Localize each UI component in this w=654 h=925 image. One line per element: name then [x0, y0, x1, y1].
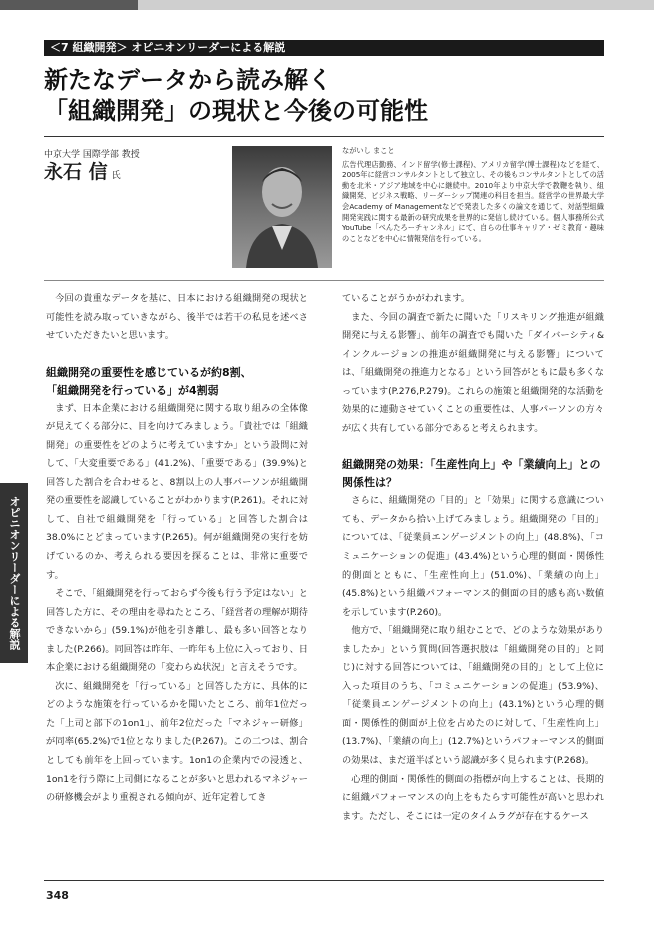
section-heading-2-line-2: 関係性は？	[342, 476, 397, 490]
title-rule	[44, 136, 604, 137]
author-name-kana: ながいし まこと	[342, 146, 395, 155]
author-honorific: 氏	[111, 171, 121, 181]
left-column	[46, 290, 308, 808]
author-profile	[342, 146, 604, 244]
body-paragraph: 次に、組織開発を「行っている」と回答した方に、具体的にどのような施策を行っているかを聞いたところ、前年1位だった「上司と部下の1on1」、前年2位だった「マネジャー研修」が同率(65.2%)で1位となりました(P.267)。この二つは、割合としても前年を上回っています。1on1の企業内での浸透と、1on1を行う際に上司側になることが多いと思われるマネジャーの研修機会がより重視される傾向が、近年定着してき	[46, 680, 308, 804]
section-heading-1-line-2: 「組織開発を行っている」が4割弱	[46, 383, 219, 397]
body-paragraph: さらに、組織開発の「目的」と「効果」に関する意識についても、データから拾い上げてみましょう。組織開発の「目的」については、「従業員エンゲージメントの向上」(48.8%)、「コミュニケーションの促進」(43.4%)という心理的側面・関係性的側面とともに、「生産性向上」(51.0%)、「業績の向上」(45.8%)という組織パフォーマンス的側面の目的感も高い数値を示しています(P.260)。	[342, 495, 604, 618]
author-photo	[232, 146, 332, 268]
author-affiliation: 中京大学 国際学部 教授	[44, 150, 140, 160]
title-line-2: 「組織開発」の現状と今後の可能性	[44, 96, 428, 125]
header-bar-light	[138, 0, 654, 10]
section-banner: ＜7 組織開発＞ オピニオンリーダーによる解説	[44, 40, 604, 56]
footer-rule	[44, 880, 604, 881]
body-paragraph: まず、日本企業における組織開発に関する取り組みの全体像が見えてくる部分に、目を向けてみましょう。「貴社では「組織開発」の重要性をどのように考えていますか」という設問に対して、「大変重要である」(41.2%)、「重要である」(39.9%)と回答した割合を合わせると、8割以上の人事パーソンが組織開発の重要性を認識していることがわかります(P.261)。それに対して、自社で組織開発を「行っている」と回答した割合は38.0%にとどまっています(P.265)。何が組織開発の実行を妨げているのか、考えられる要因を探ることは、非常に重要です。	[46, 402, 308, 581]
body-paragraph: また、今回の調査で新たに聞いた「リスキリング推進が組織開発に与える影響」、前年の調査でも聞いた「ダイバーシティ&インクルージョンの推進が組織開発に与える影響」については、「組織開発の推進力となる」という回答がともに最も多くなっています(P.276,P.279)。これらの施策と組織開発的な活動を効果的に連動させていくことの重要性は、人事パーソンの方々が広く共有している部分であると考えられます。	[342, 311, 604, 434]
body-paragraph-continued: ていることがうかがわれます。	[342, 293, 470, 304]
section-heading-2-line-1: 組織開発の効果：「生産性向上」や「業績向上」との	[342, 458, 601, 472]
body-paragraph: 他方で、「組織開発に取り組むことで、どのような効果がありましたか」という質問(回答選択肢は「組織開発の目的」と同じ)に対する回答については、「組織開発の目的」として上位に入った項目のうち、「コミュニケーションの促進」(53.9%)、「従業員エンゲージメントの向上」(43.1%)という心理的側面・関係性的側面が上位を占めたのに対して、「生産性向上」(13.7%)、「業績の向上」(12.7%)というパフォーマンス的側面の効果は、まだ道半ばという認識が多く見られます(P.268)。	[342, 625, 604, 767]
portrait-illustration	[232, 146, 332, 268]
article-title	[44, 64, 604, 126]
section-heading-2	[342, 456, 604, 492]
title-line-1: 新たなデータから読み解く	[44, 65, 332, 94]
right-column	[342, 290, 604, 826]
side-tab: オピニオンリーダーによる解説	[0, 483, 28, 663]
body-paragraph: 心理的側面・関係性的側面の指標が向上することは、長期的に組織パフォーマンスの向上をもたらす可能性が高いと思われます。ただし、そこには一定のタイムラグが存在するケース	[342, 773, 604, 822]
section-heading-1-line-1: 組織開発の重要性を感じているが約8割、	[46, 365, 252, 379]
author-name: 永石 信	[44, 161, 108, 183]
author-name-block	[44, 160, 121, 188]
section-heading-1	[46, 364, 308, 400]
author-bio: 広告代理店勤務、インド留学(修士課程)、アメリカ留学(博士課程)などを経て、2005年に経営コンサルタントとして独立し、その後もコンサルタントとしての活動を北米・アジア地域を中心に継続中。2010年より中京大学で教鞭を執り、組織開発、ビジネス戦略、リーダーシップ関連の科目を担当。経営学の世界最大学会Academy of Managementなどで発表した多くの論文を通じて、対話型組織開発実践に関する最新の研究成果を世界的に発信し続けている。個人事務所公式YouTube「べんたろーチャンネル」にて、自らの仕事キャリア・ゼミ教育・趣味のことなどを中心に情報発信を行っている。	[342, 159, 604, 243]
header-bar-dark	[0, 0, 138, 10]
body-paragraph: そこで、「組織開発を行っておらず今後も行う予定はない」と回答した方に、その理由を尋ねたところ、「経営者の理解が期待できないから」(59.1%)が他を引き離し、最も多い回答となりました(P.266)。同回答は昨年、一昨年も上位に入っており、日本企業における組織開発の「変わらぬ状況」と言えそうです。	[46, 588, 308, 674]
intro-paragraph: 今回の貴重なデータを基に、日本における組織開発の現状と可能性を読み取っていきながら、後半では若干の私見を述べさせていただきたいと思います。	[46, 293, 308, 342]
profile-rule	[44, 280, 604, 281]
page-number: 348	[46, 889, 69, 902]
